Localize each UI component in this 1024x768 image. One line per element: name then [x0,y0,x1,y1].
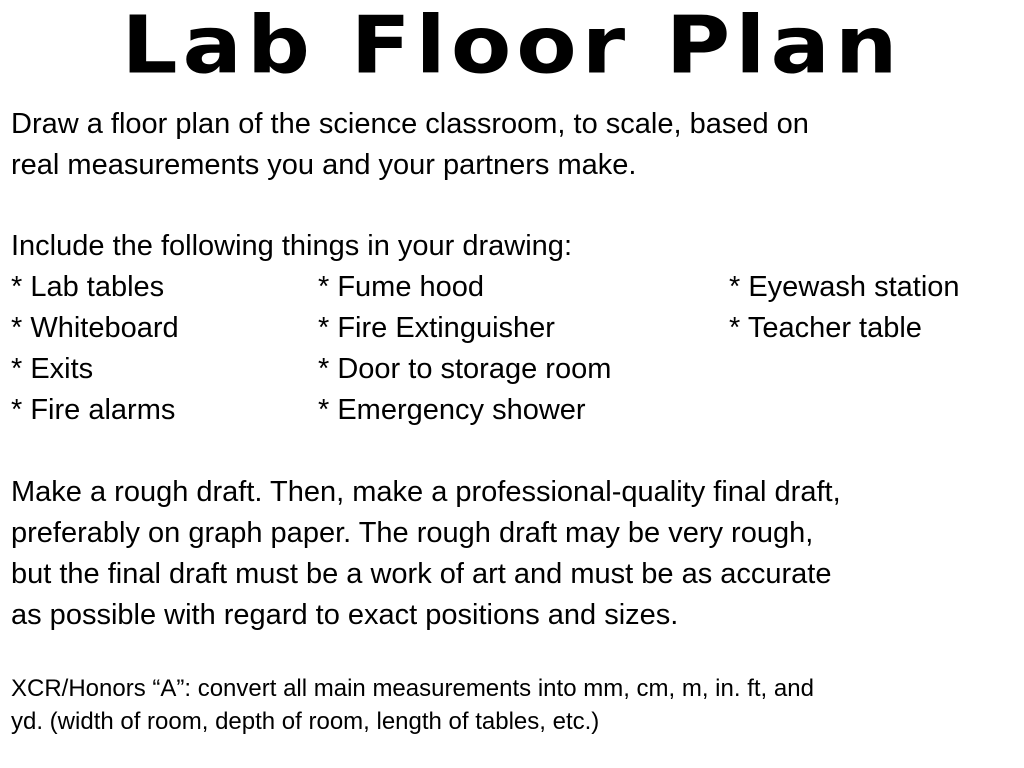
page-title: Lab Floor Plan [121,0,903,92]
intro-line-2: real measurements you and your partners make. [11,149,637,181]
item-fire-alarms: * Fire alarms [11,394,176,426]
draft-instructions [11,472,841,636]
item-lab-tables: * Lab tables [11,271,165,303]
honors-note [11,672,814,738]
item-teacher-table: * Teacher table [729,312,922,344]
draft-line-1: Make a rough draft. Then, make a professional-quality final draft, [11,476,841,508]
item-fire-extinguisher: * Fire Extinguisher [318,312,555,344]
draft-line-2: preferably on graph paper. The rough draft may be very rough, [11,517,814,549]
item-door-to-storage-room: * Door to storage room [318,353,612,385]
draft-line-4: as possible with regard to exact positions and sizes. [11,599,679,631]
draft-line-3: but the final draft must be a work of art and must be as accurate [11,558,832,590]
item-exits: * Exits [11,353,94,385]
item-eyewash-station: * Eyewash station [729,271,960,303]
intro-paragraph [11,104,809,186]
honors-line-2: yd. (width of room, depth of room, length of tables, etc.) [11,708,600,735]
include-heading: Include the following things in your drawing: [11,230,572,262]
honors-line-1: XCR/Honors “A”: convert all main measurements into mm, cm, m, in. ft, and [11,675,814,702]
item-emergency-shower: * Emergency shower [318,394,586,426]
item-whiteboard: * Whiteboard [11,312,179,344]
intro-line-1: Draw a floor plan of the science classroom, to scale, based on [11,108,809,140]
item-fume-hood: * Fume hood [318,271,485,303]
